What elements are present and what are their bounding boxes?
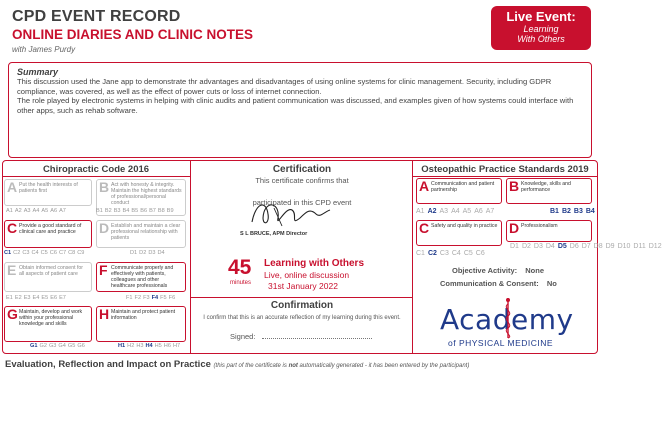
chiro-standard-e: [4, 262, 92, 292]
chiro-code: C7: [58, 250, 67, 256]
chiro-code: B5: [131, 208, 139, 214]
chiro-code: G3: [48, 343, 57, 349]
chiro-code: A7: [59, 208, 66, 214]
certification-text: This certificate confirms that: [255, 176, 349, 185]
objective-activity-value: None: [525, 266, 545, 275]
chiro-standard-text: Obtain informed consent for all aspects of patient care: [19, 265, 84, 277]
osteo-code: A4: [451, 208, 460, 215]
osteo-standard-a: [416, 178, 502, 204]
chiro-code: F4: [151, 295, 159, 301]
chiro-code: B1: [96, 208, 103, 214]
chiro-code: H6: [163, 343, 171, 349]
summary-title: Summary: [17, 67, 59, 77]
osteo-code: B2: [561, 208, 571, 215]
chiro-codes-g: [30, 343, 87, 349]
chiro-standard-text: Maintain, develop and work within your professional knowledge and skills: [19, 309, 83, 327]
osteo-code: A1: [416, 208, 425, 215]
chiro-code: E5: [41, 295, 49, 301]
osteo-title-divider: [412, 176, 598, 177]
osteo-standard-text: Professionalism: [521, 223, 558, 229]
chiro-codes-h: [118, 343, 182, 349]
live-event-badge: [491, 6, 591, 50]
chiro-code: D1: [130, 250, 138, 256]
osteo-code: B4: [585, 208, 595, 215]
chiro-code: H7: [172, 343, 181, 349]
osteo-code: D10: [617, 243, 631, 250]
caduceus-icon: [500, 296, 516, 340]
chiro-code: A4: [32, 208, 40, 214]
director-signature: [246, 196, 336, 234]
confirmation-divider: [190, 297, 412, 298]
chiro-code-title: Chiropractic Code 2016: [42, 164, 150, 175]
chiro-codes-b: [96, 208, 176, 214]
osteo-standards-title: Osteopathic Practice Standards 2019: [421, 164, 589, 175]
chiro-code: F2: [134, 295, 142, 301]
academy-logo-subtitle: of PHYSICAL MEDICINE: [448, 338, 554, 348]
osteo-code: D1: [510, 243, 519, 250]
osteo-standard-letter: A: [419, 178, 430, 194]
chiro-code: G2: [39, 343, 47, 349]
chiro-title-divider: [2, 176, 190, 177]
chiro-standard-letter: D: [99, 220, 110, 236]
chiro-code: A1: [6, 208, 13, 214]
osteo-codes-a: [416, 208, 497, 215]
chiro-code: F5: [160, 295, 167, 301]
osteo-code: D3: [533, 243, 543, 250]
chiro-standard-text: Communicate properly and effectively with patients, colleagues and other healthcare professionals: [111, 265, 174, 289]
osteo-code: D12: [648, 243, 662, 250]
chiro-standard-letter: H: [99, 306, 110, 322]
chiro-code: F3: [143, 295, 150, 301]
chiro-code: E3: [23, 295, 31, 301]
chiro-code: H3: [136, 343, 144, 349]
osteo-standard-d: [506, 220, 592, 242]
live-event-line2: With Others: [517, 34, 565, 44]
live-event-title: Live Event:: [506, 9, 576, 24]
osteo-code: C5: [463, 250, 473, 257]
summary-paragraph-2: The role played by electronic systems in helping with clinic audits and patient communication was discussed, and examples given of how systems could interface with other apps, such as rehab software.: [17, 96, 574, 115]
chiro-code: D4: [157, 250, 165, 256]
chiro-code: F6: [168, 295, 176, 301]
evaluation-heading: [5, 359, 469, 370]
osteo-codes-c: [416, 250, 488, 257]
page-title: CPD EVENT RECORD: [12, 8, 181, 25]
chiro-codes-f: [126, 295, 177, 301]
certification-title: Certification: [272, 164, 332, 175]
chiro-standard-text: Act with honesty & integrity. Maintain the highest standards of professional/personal conduct: [111, 182, 182, 206]
osteo-code: B1: [550, 208, 559, 215]
academy-logo-text: Academy: [440, 303, 574, 336]
osteo-code: B3: [573, 208, 583, 215]
chiro-code: C5: [40, 250, 48, 256]
duration-label: minutes: [230, 280, 252, 286]
chiro-code: C3: [22, 250, 30, 256]
objective-activity: [452, 266, 544, 275]
chiro-code: E1: [6, 295, 13, 301]
osteo-code: D11: [633, 243, 646, 250]
osteo-standard-text: Knowledge, skills and performance: [521, 181, 571, 193]
chiro-code: D2: [139, 250, 147, 256]
chiro-code: E6: [50, 295, 58, 301]
chiro-standard-g: [4, 306, 92, 342]
chiro-standard-text: Put the health interests of patients first: [19, 182, 78, 194]
osteo-code: D4: [545, 243, 555, 250]
evaluation-note-end: automatically generated - it has been entered by the participant): [297, 363, 470, 369]
chiro-code: G6: [77, 343, 85, 349]
evaluation-note: [214, 363, 470, 369]
chiro-code: H5: [154, 343, 162, 349]
chiro-code: C2: [13, 250, 21, 256]
chiro-standard-text: Maintain and protect patient information: [111, 309, 176, 321]
chiro-code: A2: [14, 208, 22, 214]
osteo-code: C2: [427, 250, 437, 257]
chiro-code: D3: [148, 250, 156, 256]
osteo-code: C6: [475, 250, 485, 257]
event-mode: Live, online discussion: [264, 270, 350, 280]
chiro-standard-text: Establish and maintain a clear professional relationship with patients: [111, 223, 181, 241]
osteo-standard-letter: C: [419, 220, 430, 236]
chiro-code: C1: [4, 250, 12, 256]
osteo-standard-text: Safety and quality in practice: [431, 223, 498, 229]
event-subtitle: ONLINE DIARIES AND CLINIC NOTES: [12, 27, 254, 42]
chiro-standard-letter: E: [7, 262, 17, 278]
presenter-name: with James Purdy: [12, 45, 76, 54]
event-date: 31st January 2022: [268, 281, 338, 291]
chiro-code: A5: [41, 208, 49, 214]
osteo-code: D6: [569, 243, 579, 250]
osteo-code: C4: [451, 250, 461, 257]
chiro-code: B6: [140, 208, 148, 214]
evaluation-title: Evaluation, Reflection and Impact on Practice: [5, 359, 211, 370]
osteo-code: A2: [427, 208, 437, 215]
objective-activity-label: Objective Activity:: [452, 266, 518, 275]
chiro-code: H4: [145, 343, 153, 349]
chiro-standard-letter: A: [7, 179, 18, 195]
communication-consent: [440, 279, 557, 288]
osteo-codes-d: [510, 243, 662, 251]
chiro-code: C9: [77, 250, 85, 256]
chiro-code: F1: [126, 295, 133, 301]
duration-minutes: 45: [228, 256, 252, 279]
osteo-standard-c: [416, 220, 502, 246]
chiro-code: B3: [113, 208, 121, 214]
chiro-code: G4: [58, 343, 66, 349]
osteo-code: C3: [439, 250, 449, 257]
participated-text: participated in this CPD event: [252, 198, 352, 207]
chiro-code: G1: [30, 343, 38, 349]
chiro-code: B9: [166, 208, 174, 214]
chiro-standard-d: [96, 220, 186, 248]
chiro-standard-c: [4, 220, 92, 248]
chiro-standard-text: Provide a good standard of clinical care and practice: [19, 223, 82, 235]
chiro-code: A6: [50, 208, 58, 214]
column-divider-left: [190, 160, 191, 354]
chiro-code: H2: [127, 343, 135, 349]
live-event-line1: Learning: [523, 24, 559, 34]
osteo-code: A5: [462, 208, 472, 215]
chiro-code: B4: [122, 208, 130, 214]
osteo-code: D8: [593, 243, 603, 250]
osteo-code: A3: [439, 208, 449, 215]
chiro-standard-letter: B: [99, 179, 110, 195]
chiro-code: C4: [31, 250, 39, 256]
column-divider-right: [412, 160, 413, 354]
osteo-standard-letter: D: [509, 220, 520, 236]
confirmation-title: Confirmation: [270, 300, 334, 311]
chiro-codes-e: [6, 295, 68, 301]
summary-panel: [8, 62, 592, 158]
chiro-standard-f: [96, 262, 186, 292]
chiro-code: E4: [32, 295, 40, 301]
chiro-code: B7: [149, 208, 156, 214]
chiro-code: H1: [118, 343, 126, 349]
chiro-code: E7: [59, 295, 66, 301]
chiro-standard-h: [96, 306, 186, 342]
communication-consent-label: Communication & Consent:: [440, 279, 539, 288]
chiro-code: B8: [157, 208, 165, 214]
chiro-code: B2: [104, 208, 112, 214]
evaluation-note-bold: not: [288, 363, 298, 369]
osteo-standard-text: Communication and patient partnership: [431, 181, 495, 193]
chiro-code: A3: [23, 208, 31, 214]
signed-label: Signed:: [230, 332, 256, 341]
osteo-standard-b: [506, 178, 592, 204]
confirmation-text: I confirm that this is an accurate reflection of my learning during this event.: [203, 315, 401, 321]
osteo-codes-b: [550, 208, 598, 215]
osteo-code: A6: [474, 208, 483, 215]
osteo-code: D2: [521, 243, 531, 250]
osteo-code: C1: [416, 250, 425, 257]
chiro-code: G5: [67, 343, 76, 349]
chiro-standard-letter: C: [7, 220, 18, 236]
osteo-code: A7: [485, 208, 495, 215]
chiro-codes-d: [130, 250, 167, 256]
summary-paragraph-1: This discussion used the Jane app to demonstrate thr advantages and disadvantages of using online systems for clinic management. Security, including GDPR compliance, was covered, as well as the effect of power cuts or loss of internet connection.: [17, 77, 552, 96]
chiro-code: C8: [68, 250, 76, 256]
signature-line: [230, 332, 372, 341]
chiro-code: E2: [14, 295, 22, 301]
osteo-code: D9: [605, 243, 615, 250]
event-type: Learning with Others: [264, 258, 365, 269]
evaluation-note-start: (this part of the certificate is: [213, 363, 289, 369]
chiro-standard-letter: F: [99, 262, 108, 278]
chiro-codes-a: [6, 208, 68, 214]
chiro-standard-letter: G: [7, 306, 18, 322]
communication-consent-value: No: [546, 279, 557, 288]
signature-field[interactable]: [262, 338, 372, 339]
chiro-code: C6: [49, 250, 57, 256]
osteo-standard-letter: B: [509, 178, 520, 194]
chiro-standard-a: [4, 179, 92, 206]
osteo-code: D5: [557, 243, 567, 250]
director-name: S L BRUCE, APM Director: [240, 231, 308, 237]
osteo-code: D7: [581, 243, 591, 250]
chiro-codes-c: [4, 250, 86, 256]
